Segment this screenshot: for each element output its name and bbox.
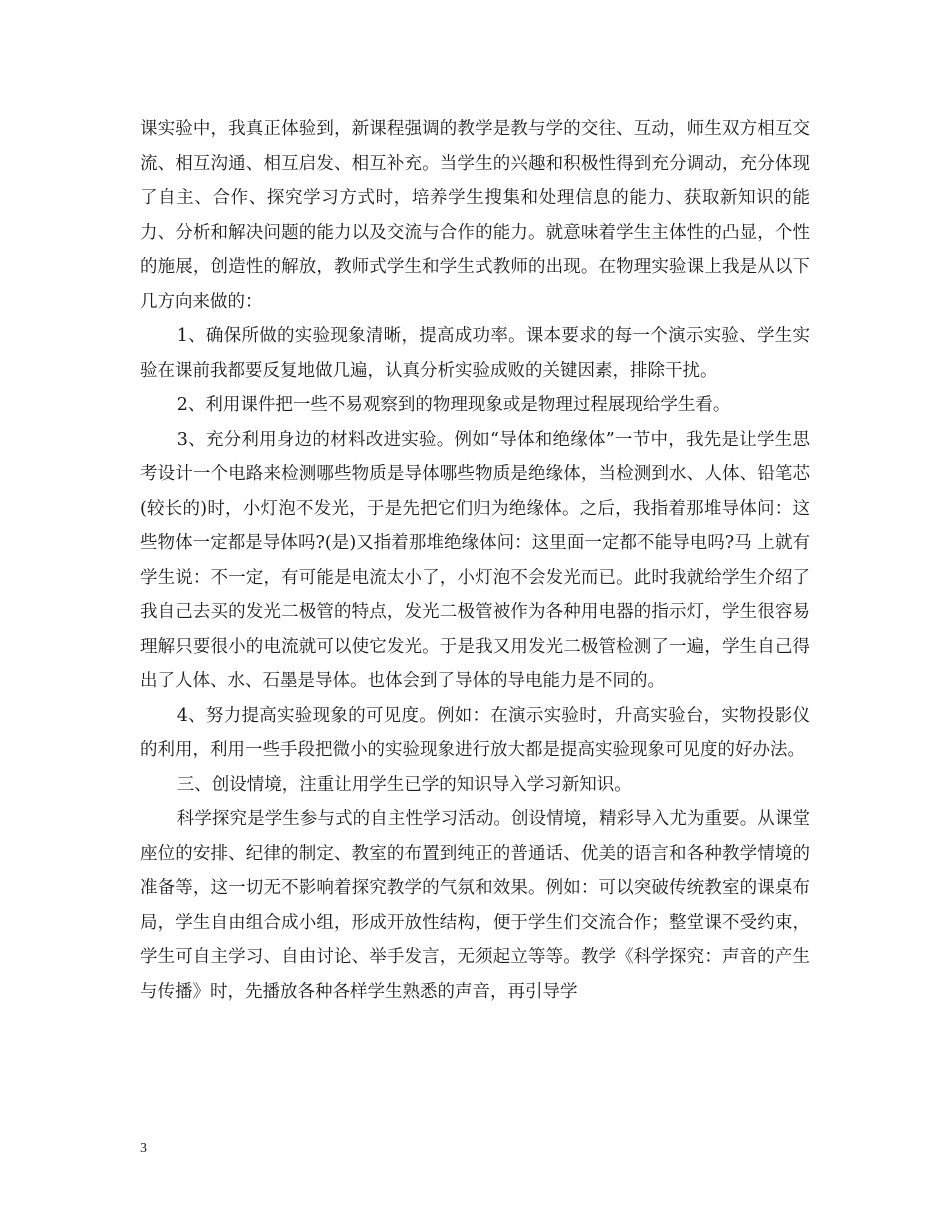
paragraph-item-1: 1、确保所做的实验现象清晰，提高成功率。课本要求的每一个演示实验、学生实验在课前我都要反复地做几遍，认真分析实验成败的关键因素，排除干扰。	[140, 326, 810, 381]
page-number: 3	[140, 1141, 147, 1156]
paragraph-intro: 课实验中，我真正体验到，新课程强调的教学是教与学的交往、互动，师生双方相互交流、相互沟通、相互启发、相互补充。当学生的兴趣和积极性得到充分调动，充分体现了自主、合作、探究学习方式时，培养学生搜集和处理信息的能力、获取新知识的能力、分析和解决问题的能力以及交流与合作的能力。就意味着学生主体性的凸显，个性的施展，创造性的解放，教师式学生和学生式教师的出现。在物理实验课上我是从以下几方向来做的：	[140, 119, 810, 312]
body-text	[140, 112, 810, 1009]
section-heading-3: 三、创设情境，注重让用学生已学的知识导入学习新知识。	[176, 774, 632, 795]
paragraph-item-2: 2、利用课件把一些不易观察到的物理现象或是物理过程展现给学生看。	[176, 395, 731, 415]
paragraph-item-3: 3、充分利用身边的材料改进实验。例如“导体和绝缘体”一节中，我先是让学生思考设计一个电路来检测哪些物质是导体哪些物质是绝缘体，当检测到水、人体、铅笔芯(较长的)时，小灯泡不发光，于是先把它们归为绝缘体。之后，我指着那堆导体问：这些物体一定都是导体吗?(是)又指着那堆绝缘体问：这里面一定都不能导电吗?马 上就有学生说：不一定，有可能是电流太小了，小灯泡不会发光而已。此时我就给学生介绍了我自己去买的发光二极管的特点，发光二极管被作为各种用电器的指示灯，学生很容易理解只要很小的电流就可以使它发光。于是我又用发光二极管检测了一遍，学生自己得出了人体、水、石墨是导体。也体会到了导体的导电能力是不同的。	[140, 429, 810, 691]
paragraph-item-4: 4、努力提高实验现象的可见度。例如：在演示实验时，升高实验台，实物投影仪的利用，利用一些手段把微小的实验现象进行放大都是提高实验现象可见度的好办法。	[140, 705, 810, 760]
paragraph-section-3-body: 科学探究是学生参与式的自主性学习活动。创设情境，精彩导入尤为重要。从课堂座位的安排、纪律的制定、教室的布置到纯正的普通话、优美的语言和各种教学情境的准备等，这一切无不影响着探究教学的气氛和效果。例如：可以突破传统教室的课桌布局，学生自由组合成小组，形成开放性结构，便于学生们交流合作；整堂课不受约束，学生可自主学习、自由讨论、举手发言，无须起立等等。教学《科学探究：声音的产生与传播》时，先播放各种各样学生熟悉的声音，再引导学	[140, 809, 810, 1002]
